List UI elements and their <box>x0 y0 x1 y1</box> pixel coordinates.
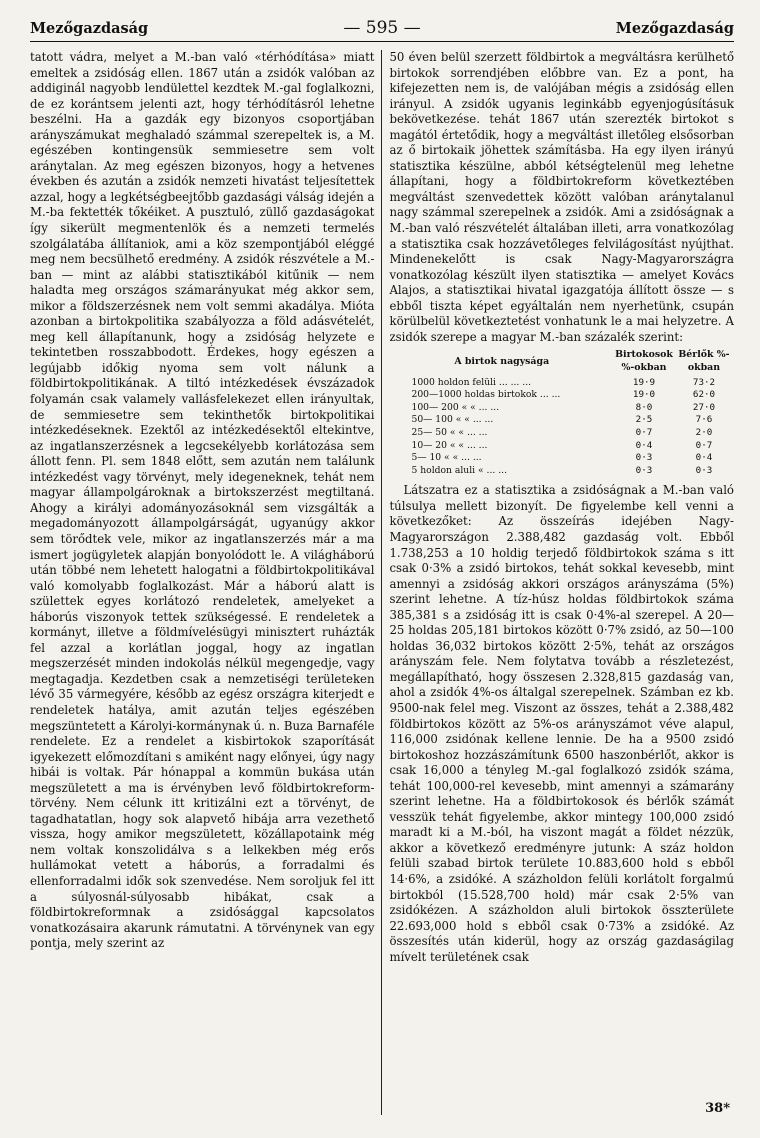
owners-value: 0·3 <box>635 452 653 464</box>
page-number: — 595 — <box>343 18 421 38</box>
tenants-value: 0·7 <box>695 439 713 451</box>
row-label: 10— 20 « « ... ... <box>411 439 488 451</box>
right-column <box>389 50 734 1115</box>
tenants-value: 2·0 <box>695 426 713 438</box>
table-row <box>389 389 734 402</box>
owners-value: 0·4 <box>635 439 653 451</box>
table-row <box>389 377 734 390</box>
tenants-value: 27·0 <box>692 401 716 413</box>
owners-value: 19·9 <box>632 376 656 388</box>
row-label: 5— 10 « « ... ... <box>411 452 482 464</box>
row-label: 1000 holdon felüli ... ... ... <box>411 376 532 388</box>
row-label: 200—1000 holdas birtokok ... ... <box>411 389 561 401</box>
owners-value: 2·5 <box>635 414 653 426</box>
owners-value: 0·7 <box>635 426 653 438</box>
header-tenants: Bérlők %-okban <box>678 349 730 373</box>
tenants-value: 62·0 <box>692 389 716 401</box>
right-column-text-bottom: Látszatra ez a statisztika a zsidóságnak a M.-ban való túlsulya mellett bizonyít. De figyelembe kell venni a következőket: Az összeírás idejében Nagy-Magyarországon 2.388,482 gazdaság volt. Ebből 1.738,253 a 10 holdig terjedő földbirtokok száma s itt csak 0·3% a zsidó birtokos, tehát sokkal kevesebb, mint amennyi a zsidóság akkori országos arányszáma (5%) szerint lehetne. A tíz-húsz holdas földbirtokok száma 385,381 s a zsidóság itt is csak 0·4%-al szerepel. A 20—25 holdas 205,181 birtokos között 0·7% zsidó, az 50—100 holdas 36,032 birtokos között 2·5%, tehát az országos arányszám fele. Nem folytatva tovább a részletezést, megállapítható, hogy összesen 2.328,815 gazdaság van, ahol a zsidók 4%-os általgal szerepelnek. Számban ez kb. 9500-nak felel meg. Viszont az összes, tehát a 2.388,482 földbirtokos között az 5%-os arányszámot véve alapul, 116,000 zsidónak kellene lennie. De ha a 9500 zsidó birtokoshoz hozzászámítunk 6500 haszonbérlőt, akkor is csak 16,000 a tényleg M.-gal foglalkozó zsidók száma, tehát 100,000-rel kevesebb, mint amennyi a számarány szerint lehetne. Ha a földbirtokosok és bérlők számát vesszük tehát figyelembe, akkor mintegy 100,000 zsidó maradt ki a M.-ból, ha viszont magát a földet nézzük, akkor a következő eredményre jutunk: A száz holdon felüli szabad birtok területe 10.883,600 hold s ebből 14·6%, a zsidóké. A százholdon felüli korlátolt forgalmú birtokból (15.528,700 hold) már csak 2·5% van zsidókézen. A százholdon aluli birtokok összterülete 22.693,000 hold s ebből csak 0·73% a zsidóké. Az összesítés után kiderül, hogy az ország gazdaságilag mívelt területének csak <box>389 483 734 964</box>
tenants-value: 7·6 <box>695 414 713 426</box>
header-owners: Birtokosok %-okban <box>615 349 673 373</box>
column-divider <box>381 50 382 1115</box>
table-row <box>389 402 734 415</box>
two-column-body <box>30 50 734 1115</box>
table-row <box>389 452 734 465</box>
row-label: 5 holdon aluli « ... ... <box>411 464 508 476</box>
header-left-title: Mezőgazdaság <box>30 20 149 37</box>
statistics-table <box>389 349 734 477</box>
table-row <box>389 427 734 440</box>
tenants-value: 0·3 <box>695 464 713 476</box>
owners-value: 8·0 <box>635 401 653 413</box>
tenants-value: 0·4 <box>695 452 713 464</box>
tenants-value: 73·2 <box>692 376 716 388</box>
owners-value: 19·0 <box>632 389 656 401</box>
table-row <box>389 414 734 427</box>
owners-value: 0·3 <box>635 464 653 476</box>
right-column-text-top: 50 éven belül szerzett földbirtok a megváltásra kerülhető birtokok sorrendjében előbbre van. Ez a pont, ha kifejezetten nem is, de valójában mégis a zsidóság ellen irányul. A zsidók ugyanis leginkább egyenjogúsításuk bekövetkezése. tehát 1867 után szerezték birtokot s magától értetődik, hogy a megváltást illetőleg elsősorban az ő birtokaik jöhettek számításba. Ha egy ilyen irányú statisztika készülne, abból kétségtelenül meg lehetne állapítani, hogy a földbirtokreform következtében megváltást szenvedettek között valóban aránytalanul nagy számmal szerepelnek a zsidók. Ami a zsidóságnak a M.-ban való részvételét általában illeti, arra vonatkozólag a statisztika csak hozzávetőleges felvilágosítást nyújthat. Mindenekelőtt is csak Nagy-Magyarországra vonatkozólag készült ilyen statisztika — amelyet Kovács Alajos, a statisztikai hivatal igazgatója állított össze — s ebből tiszta képet egyáltalán nem nyerhetünk, csupán körülbelül következtetést vonhatunk le a mai helyzetre. A zsidók szerepe a magyar M.-ban százalék szerint: <box>389 50 734 344</box>
left-column-text: tatott vádra, melyet a M.-ban való «térhódítása» miatt emeltek a zsidóság ellen. 1867 után a zsidók valóban az addiginál nagyobb lendülettel kezdtek M.-gal foglalkozni, de ez korántsem jelenti azt, hogy térhódításról lehetne beszélni. Ha a gazdák egy bizonyos csoportjában arányszámukat meghaladó számmal szerepeltek is, a M. egészében kontingensük semmiesetre sem volt aránytalan. Az meg egészen bizonyos, hogy a hetvenes években és azután a zsidók nemzeti hivatást teljesítettek azzal, hogy a legkétségbeejtőbb gazdasági válság idején a M.-ba fektették tőkéiket. A pusztuló, züllő gazdaságokat így sikerült megmentenlök és a nemzeti termelés szolgálatába állítaniok, ami a köz szempontjából eléggé meg nem becsülhető eredmény. A zsidók részvétele a M.-ban — mint az alábbi statisztikából kitűnik — nem haladta meg országos számarányukat még akkor sem, mikor a földszerzésnek nem volt semmi akadálya. Mióta azonban a birtokpolitika szabályozza a föld adásvételét, meg kell állapítanunk, hogy a zsidóság helyzete e tekintetben rosszabbodott. Érdekes, hogy egészen a legújabb időkig nyoma sem volt nálunk a földbirtokpolitikának. A tiltó intézkedések évszázadok folyamán csak valamely vallásfelekezet ellen irányultak, de semmiesetre sem tekinthetők birtokpolitikai intézkedéseknek. Ezektől az intézkedésektől eltekintve, az ingatlanszerzésnek a legcsekélyebb korlátozása sem állott fenn. Pl. sem 1848 előtt, sem azután nem találunk intézkedést vagy törvényt, mely idegeneknek, tehát nem magyar állampolgároknak a birtokszerzést megtiltaná. Ahogy a királyi adományozásoknál sem vizsgálták a megadományozott állampolgárságát, ugyanúgy akkor sem törődtek vele, mikor az ingatlanszerzés már a ma ismert jogügyletek alapján bonyolódott le. A világháború után többé nem lehetett halogatni a földbirtokpolitikával való komolyabb foglalkozást. Már a háború alatt is születtek egyes korlátozó rendeletek, amelyeket a háborús viszonyok tettek szükségessé. E rendeletek a kormányt, illetve a földmívelésügyi minisztert ruházták fel azzal a korlátlan joggal, hogy az ingatlan megszerzését minden indokolás nélkül megengedje, vagy megtagadja. Kezdetben csak a nemzetiségi területeken lévő 35 vármegyére, később az egész országra kiterjedt e rendeletek hatálya, amit azután teljes egészében megszüntetett a Károlyi-kormánynak ú. n. Buza Barnaféle rendelete. Ez a rendelet a kisbirtokok szaporítását igyekezett előmozdítani s amiként nagy előnyei, úgy nagy hibái is voltak. Pár hónappal a kommün bukása után megszületett a ma is érvényben levő földbirtokreform-törvény. Nem célunk itt kritizálni ezt a törvényt, de tagadhatatlan, hogy sok alapvető hibája arra vezethető vissza, hogy amikor megszületett, közállapotaink még nem voltak konszolidálva s a lelkekben még erős hullámokat vetett a háborús, a forradalmi és ellenforradalmi idők sok szenvedése. Nem soroljuk fel itt a súlyosnál-súlyosabb hibákat, csak a földbirtokreformnak a zsidósággal kapcsolatos vonatkozásaira akarunk rámutatni. A törvénynek van egy pontja, mely szerint az <box>30 50 375 951</box>
table-header-row <box>389 349 734 376</box>
running-header <box>30 18 734 42</box>
header-right-title: Mezőgazdaság <box>615 20 734 37</box>
row-label: 50— 100 « « ... ... <box>411 414 494 426</box>
left-column <box>30 50 375 1115</box>
signature-mark: 38* <box>705 1101 730 1116</box>
row-label: 25— 50 « « ... ... <box>411 426 488 438</box>
header-size: A birtok nagysága <box>454 355 550 367</box>
row-label: 100— 200 « « ... ... <box>411 401 500 413</box>
table-row <box>389 465 734 478</box>
table-row <box>389 440 734 453</box>
